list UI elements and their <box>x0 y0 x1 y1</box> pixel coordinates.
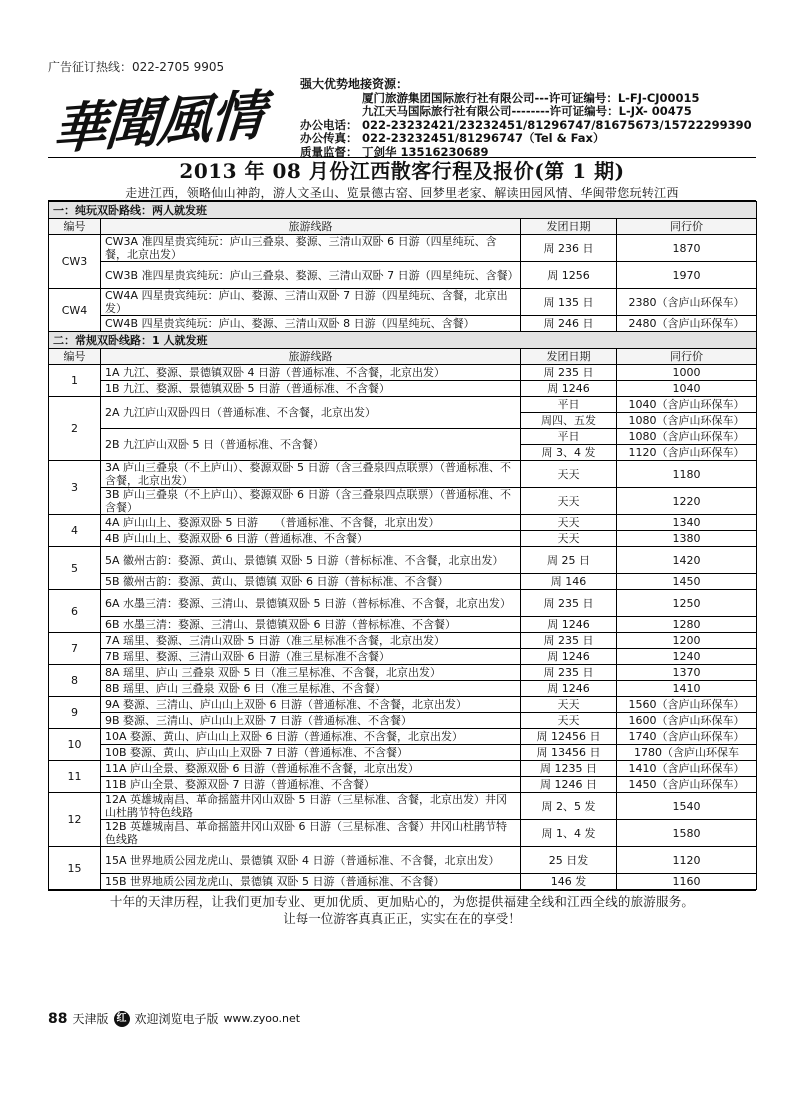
resources-label: 强大优势地接资源： <box>300 77 409 91</box>
depart-date: 周 1、4 发 <box>521 820 617 847</box>
depart-date: 周 1246 <box>521 381 617 397</box>
price: 1870 <box>617 235 757 262</box>
table-row <box>49 745 757 761</box>
price: 1410 <box>617 681 757 697</box>
fax-numbers: 022-23232451/81296747（Tel & Fax） <box>362 131 605 145</box>
price: 1040 <box>617 381 757 397</box>
table-row <box>49 681 757 697</box>
route-desc: 7B 瑶里、婺源、三清山双卧 6 日游（准三星标准不含餐） <box>101 649 521 665</box>
depart-date: 周 236 日 <box>521 235 617 262</box>
table-row <box>49 381 757 397</box>
table-row <box>49 547 757 574</box>
page-subtitle: 走进江西，领略仙山神韵，游人文圣山、览景德古窑、回梦里老家、解读田园风情、华闽带您玩转江西 <box>48 185 756 201</box>
depart-date: 周 2、5 发 <box>521 793 617 820</box>
route-desc: CW4A 四星贵宾纯玩：庐山、婺源、三清山双卧 7 日游（四星纯玩、含餐，北京出发） <box>101 289 521 316</box>
website-link[interactable]: www.zyoo.net <box>223 1012 301 1025</box>
route-desc: 1B 九江、婺源、景德镇双卧 5 日游（普通标准、不含餐） <box>101 381 521 397</box>
document-page <box>48 74 756 927</box>
price: 1040（含庐山环保车） <box>617 397 757 413</box>
route-desc: 3A 庐山三叠泉（不上庐山）、婺源双卧 5 日游（含三叠泉四点联票）（普通标准、不含餐，北京出发） <box>101 461 521 488</box>
section-header <box>49 332 757 349</box>
route-code: 6 <box>49 590 101 633</box>
depart-date: 周 1246 <box>521 681 617 697</box>
route-code: 9 <box>49 697 101 729</box>
page-number: 88 <box>48 1010 68 1027</box>
depart-date: 天天 <box>521 531 617 547</box>
table-row <box>49 649 757 665</box>
route-desc: 8B 瑶里、庐山 三叠泉 双卧 6 日（准三星标准、不含餐） <box>101 681 521 697</box>
section-header <box>49 202 757 219</box>
price: 1540 <box>617 793 757 820</box>
depart-date: 周 1246 日 <box>521 777 617 793</box>
route-desc: 6A 水墨三清：婺源、三清山、景德镇双卧 5 日游（普标标准、不含餐，北京出发） <box>101 590 521 617</box>
price: 1740（含庐山环保车） <box>617 729 757 745</box>
contact-block <box>300 78 756 159</box>
depart-date: 天天 <box>521 697 617 713</box>
depart-date: 周 135 日 <box>521 289 617 316</box>
route-desc: 12A 英雄城南昌、革命摇篮井冈山双卧 5 日游（三星标准、含餐，北京出发）井冈山杜鹃节特色线路 <box>101 793 521 820</box>
supervisor-label: 质量监督： <box>300 144 358 159</box>
depart-date: 周 3、4 发 <box>521 445 617 461</box>
table-row <box>49 488 757 515</box>
route-desc: 4B 庐山山上、婺源双卧 6 日游（普通标准、不含餐） <box>101 531 521 547</box>
phone-numbers: 022-23232421/23232451/81296747/81675673/15722299390 <box>362 117 752 132</box>
price: 1370 <box>617 665 757 681</box>
route-desc: 15A 世界地质公园龙虎山、景德镇 双卧 4 日游（普通标准、不含餐，北京出发） <box>101 847 521 874</box>
table-row <box>49 289 757 316</box>
price: 1160 <box>617 874 757 890</box>
route-desc: 5B 徽州古韵：婺源、黄山、景德镇 双卧 6 日游（普标标准、不含餐） <box>101 574 521 590</box>
route-desc: 2B 九江庐山双卧 5 日（普通标准、不含餐） <box>101 429 521 461</box>
supervisor-contact: 丁剑华 13516230689 <box>362 144 489 159</box>
route-code: 5 <box>49 547 101 590</box>
depart-date: 周 1246 <box>521 617 617 633</box>
footer-slogan <box>48 890 756 927</box>
col-header-date: 发团日期 <box>521 349 617 365</box>
table-row <box>49 531 757 547</box>
col-header-route: 旅游线路 <box>101 349 521 365</box>
table-row <box>49 397 757 413</box>
route-code: 11 <box>49 761 101 793</box>
slogan-line-2: 让每一位游客真真正正，实实在在的享受！ <box>283 911 521 926</box>
price: 1450 <box>617 574 757 590</box>
depart-date: 天天 <box>521 461 617 488</box>
table-row <box>49 820 757 847</box>
depart-date: 周 235 日 <box>521 633 617 649</box>
price: 1180 <box>617 461 757 488</box>
route-desc: 2A 九江庐山双卧四日（普通标准、不含餐，北京出发） <box>101 397 521 429</box>
ad-hotline: 广告征订热线：022-2705 9905 <box>48 60 225 74</box>
depart-date: 平日 <box>521 397 617 413</box>
route-code: 2 <box>49 397 101 461</box>
table-row <box>49 847 757 874</box>
agency-1: 厦门旅游集团国际旅行社有限公司---许可证编号：L-FJ-CJ00015 <box>362 90 700 105</box>
route-code: 7 <box>49 633 101 665</box>
route-desc: 4A 庐山山上、婺源双卧 5 日游 （普通标准、不含餐，北京出发） <box>101 515 521 531</box>
col-header-route: 旅游线路 <box>101 219 521 235</box>
depart-date: 周 235 日 <box>521 365 617 381</box>
depart-date: 周四、五发 <box>521 413 617 429</box>
price: 1600（含庐山环保车） <box>617 713 757 729</box>
route-code: CW3 <box>49 235 101 289</box>
welcome-text: 欢迎浏览电子版 <box>134 1012 219 1026</box>
route-desc: 6B 水墨三清：婺源、三清山、景德镇双卧 6 日游（普标标准、不含餐） <box>101 617 521 633</box>
logo-text: 華聞風情 <box>50 82 265 162</box>
route-desc: 10B 婺源、黄山、庐山山上双卧 7 日游（普通标准、不含餐） <box>101 745 521 761</box>
depart-date: 周 25 日 <box>521 547 617 574</box>
route-desc: CW4B 四星贵宾纯玩：庐山、婺源、三清山双卧 8 日游（四星纯玩、含餐） <box>101 316 521 332</box>
price: 1280 <box>617 617 757 633</box>
depart-date: 25 日发 <box>521 847 617 874</box>
table-row <box>49 729 757 745</box>
price: 1560（含庐山环保车） <box>617 697 757 713</box>
slogan-line-1: 十年的天津历程，让我们更加专业、更加优质、更加贴心的，为您提供福建全线和江西全线的旅游服务。 <box>109 894 695 909</box>
phone-label: 办公电话： <box>300 117 358 132</box>
section-2-title: 二：常规双卧线路：1 人就发班 <box>49 332 757 349</box>
price: 1220 <box>617 488 757 515</box>
route-desc: 11B 庐山全景、婺源双卧 7 日游（普通标准、不含餐） <box>101 777 521 793</box>
depart-date: 周 235 日 <box>521 590 617 617</box>
red-badge-icon: 红 <box>114 1011 130 1027</box>
table-row <box>49 316 757 332</box>
route-desc: 5A 徽州古韵：婺源、黄山、景德镇 双卧 5 日游（普标标准、不含餐，北京出发） <box>101 547 521 574</box>
table-row <box>49 617 757 633</box>
depart-date: 天天 <box>521 488 617 515</box>
price: 1080（含庐山环保车） <box>617 429 757 445</box>
price: 1450（含庐山环保车） <box>617 777 757 793</box>
fax-label: 办公传真： <box>300 131 358 145</box>
table-row <box>49 777 757 793</box>
depart-date: 周 13456 日 <box>521 745 617 761</box>
route-desc: 3B 庐山三叠泉（不上庐山）、婺源双卧 6 日游（含三叠泉四点联票）（普通标准、不含餐） <box>101 488 521 515</box>
route-code: CW4 <box>49 289 101 332</box>
price: 2480（含庐山环保车） <box>617 316 757 332</box>
table-row <box>49 793 757 820</box>
page-title: 2013 年 08 月份江西散客行程及报价(第 1 期) <box>179 159 625 183</box>
column-header-row <box>49 349 757 365</box>
table-row <box>49 461 757 488</box>
route-desc: 8A 瑶里、庐山 三叠泉 双卧 5 日（准三星标准、不含餐，北京出发） <box>101 665 521 681</box>
price: 2380（含庐山环保车） <box>617 289 757 316</box>
table-row <box>49 574 757 590</box>
col-header-price: 同行价 <box>617 219 757 235</box>
route-desc: 9B 婺源、三清山、庐山山上双卧 7 日游（普通标准、不含餐） <box>101 713 521 729</box>
col-header-code: 编号 <box>49 349 101 365</box>
depart-date: 天天 <box>521 515 617 531</box>
price: 1340 <box>617 515 757 531</box>
price: 1000 <box>617 365 757 381</box>
price: 1580 <box>617 820 757 847</box>
route-desc: 1A 九江、婺源、景德镇双卧 4 日游（普通标准、不含餐，北京出发） <box>101 365 521 381</box>
route-code: 4 <box>49 515 101 547</box>
route-code: 10 <box>49 729 101 761</box>
depart-date: 平日 <box>521 429 617 445</box>
price: 1240 <box>617 649 757 665</box>
price: 1970 <box>617 262 757 289</box>
price: 1120 <box>617 847 757 874</box>
agency-2: 九江天马国际旅行社有限公司--------许可证编号：L-JX- 00475 <box>362 104 692 118</box>
logo <box>50 76 296 162</box>
route-code: 15 <box>49 847 101 890</box>
price: 1780（含庐山环保车 <box>617 745 757 761</box>
page-footer <box>48 1010 300 1027</box>
depart-date: 146 发 <box>521 874 617 890</box>
route-code: 3 <box>49 461 101 515</box>
column-header-row <box>49 219 757 235</box>
depart-date: 周 12456 日 <box>521 729 617 745</box>
section-1-title: 一：纯玩双卧路线：两人就发班 <box>49 202 757 219</box>
header <box>48 74 756 162</box>
depart-date: 周 1246 <box>521 649 617 665</box>
route-code: 12 <box>49 793 101 847</box>
depart-date: 周 1256 <box>521 262 617 289</box>
price: 1080（含庐山环保车） <box>617 413 757 429</box>
col-header-code: 编号 <box>49 219 101 235</box>
depart-date: 周 246 日 <box>521 316 617 332</box>
table-row <box>49 235 757 262</box>
table-row <box>49 713 757 729</box>
price: 1250 <box>617 590 757 617</box>
route-code: 1 <box>49 365 101 397</box>
price: 1410（含庐山环保车） <box>617 761 757 777</box>
price: 1200 <box>617 633 757 649</box>
table-row <box>49 515 757 531</box>
route-desc: 9A 婺源、三清山、庐山山上双卧 6 日游（普通标准、不含餐，北京出发） <box>101 697 521 713</box>
depart-date: 周 235 日 <box>521 665 617 681</box>
table-row <box>49 633 757 649</box>
depart-date: 天天 <box>521 713 617 729</box>
table-row <box>49 365 757 381</box>
price: 1380 <box>617 531 757 547</box>
route-desc: 10A 婺源、黄山、庐山山上双卧 6 日游（普通标准、不含餐，北京出发） <box>101 729 521 745</box>
route-desc: CW3A 准四星贵宾纯玩：庐山三叠泉、婺源、三清山双卧 6 日游（四星纯玩、含餐，北京出发） <box>101 235 521 262</box>
route-desc: 11A 庐山全景、婺源双卧 6 日游（普通标准不含餐，北京出发） <box>101 761 521 777</box>
table-row <box>49 874 757 890</box>
table-row <box>49 697 757 713</box>
route-desc: 12B 英雄城南昌、革命摇篮井冈山双卧 6 日游（三星标准、含餐）井冈山杜鹃节特色线路 <box>101 820 521 847</box>
table-row <box>49 665 757 681</box>
route-code: 8 <box>49 665 101 697</box>
itinerary-table <box>48 201 757 890</box>
depart-date: 周 1235 日 <box>521 761 617 777</box>
table-row <box>49 429 757 445</box>
table-row <box>49 262 757 289</box>
route-desc: 15B 世界地质公园龙虎山、景德镇 双卧 5 日游（普通标准、不含餐） <box>101 874 521 890</box>
route-desc: 7A 瑶里、婺源、三清山双卧 5 日游（准三星标准不含餐，北京出发） <box>101 633 521 649</box>
col-header-price: 同行价 <box>617 349 757 365</box>
depart-date: 周 146 <box>521 574 617 590</box>
edition-label: 天津版 <box>72 1012 109 1026</box>
price: 1420 <box>617 547 757 574</box>
route-desc: CW3B 准四星贵宾纯玩：庐山三叠泉、婺源、三清山双卧 7 日游（四星纯玩、含餐） <box>101 262 521 289</box>
table-row <box>49 590 757 617</box>
col-header-date: 发团日期 <box>521 219 617 235</box>
price: 1120（含庐山环保车） <box>617 445 757 461</box>
table-row <box>49 761 757 777</box>
